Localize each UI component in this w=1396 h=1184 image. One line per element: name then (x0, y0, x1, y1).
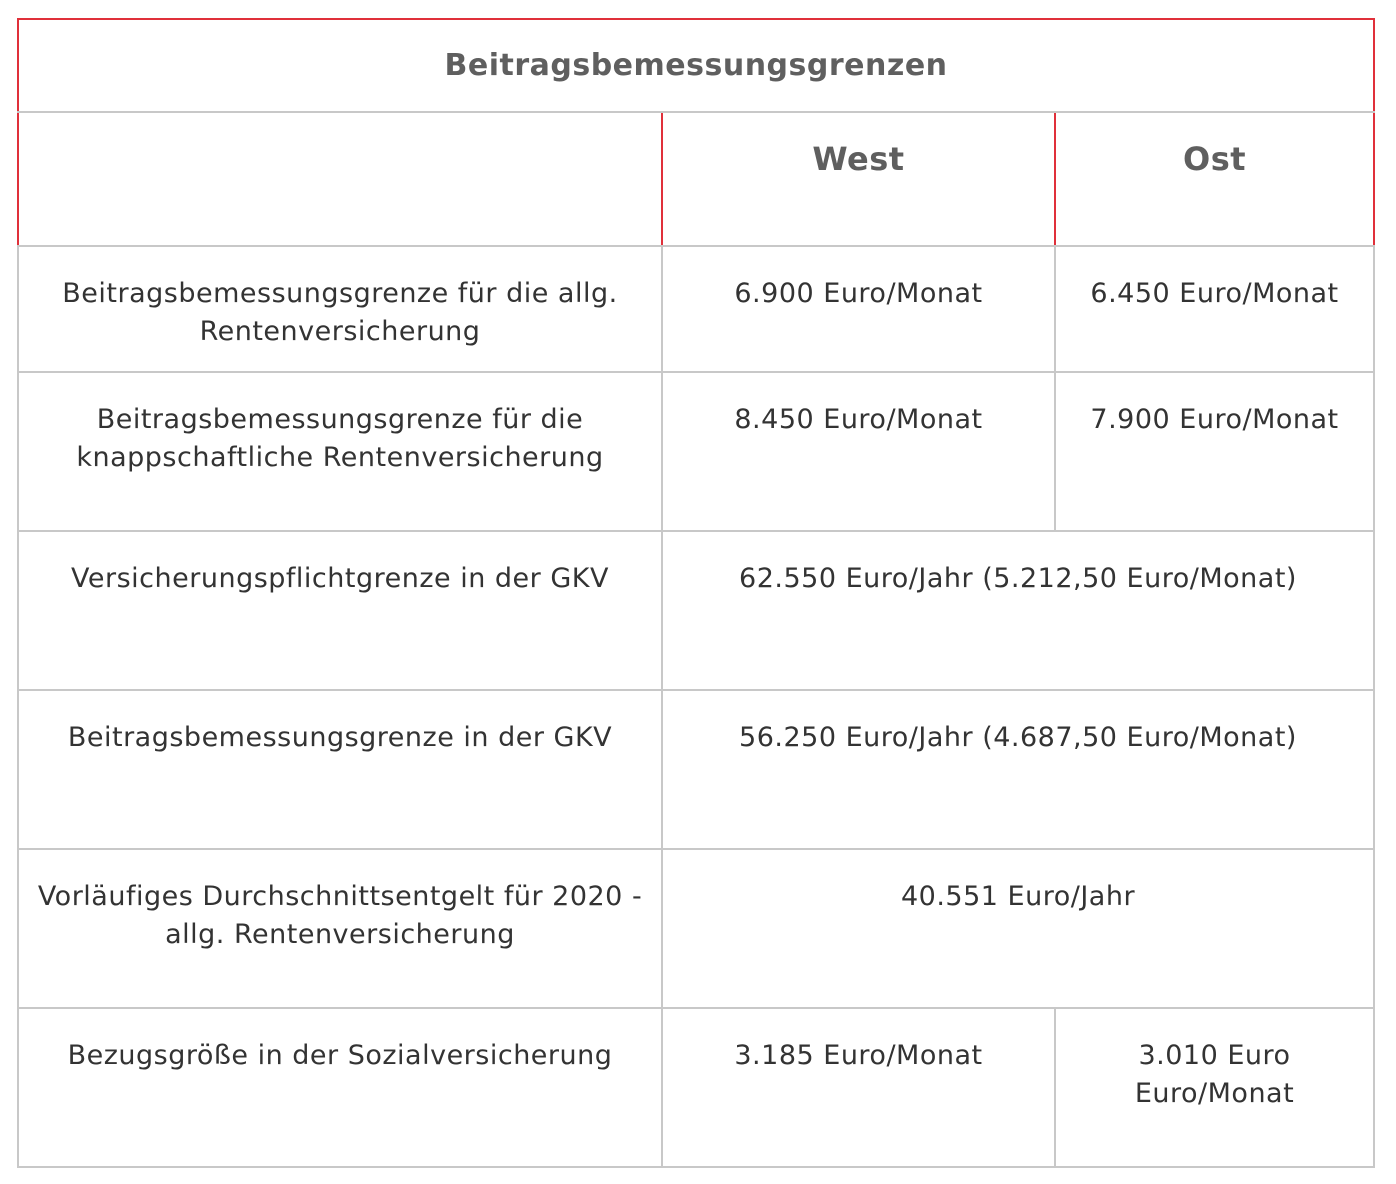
header-empty-cell (18, 112, 662, 246)
row-label: Beitragsbemessungsgrenze für die allg. Rentenversicherung (18, 246, 662, 372)
table-row (18, 246, 1374, 372)
table-row (18, 849, 1374, 1008)
table-title: Beitragsbemessungsgrenzen (18, 19, 1374, 112)
west-value: 3.185 Euro/Monat (662, 1008, 1055, 1167)
column-header-ost: Ost (1055, 112, 1374, 246)
ost-value: 3.010 Euro Euro/Monat (1055, 1008, 1374, 1167)
ost-value: 6.450 Euro/Monat (1055, 246, 1374, 372)
combined-value: 62.550 Euro/Jahr (5.212,50 Euro/Monat) (662, 531, 1374, 690)
west-value: 6.900 Euro/Monat (662, 246, 1055, 372)
table-row (18, 531, 1374, 690)
row-label: Beitragsbemessungsgrenze in der GKV (18, 690, 662, 849)
row-label: Bezugsgröße in der Sozialversicherung (18, 1008, 662, 1167)
contribution-limits-table (17, 18, 1375, 1168)
combined-value: 40.551 Euro/Jahr (662, 849, 1374, 1008)
row-label: Vorläufiges Durchschnittsentgelt für 2020 - allg. Rentenversicherung (18, 849, 662, 1008)
table-row (18, 1008, 1374, 1167)
row-label: Versicherungspflichtgrenze in der GKV (18, 531, 662, 690)
combined-value: 56.250 Euro/Jahr (4.687,50 Euro/Monat) (662, 690, 1374, 849)
table-row (18, 690, 1374, 849)
column-header-west: West (662, 112, 1055, 246)
ost-value: 7.900 Euro/Monat (1055, 372, 1374, 531)
west-value: 8.450 Euro/Monat (662, 372, 1055, 531)
row-label: Beitragsbemessungsgrenze für die knappschaftliche Rentenversicherung (18, 372, 662, 531)
table-row (18, 372, 1374, 531)
